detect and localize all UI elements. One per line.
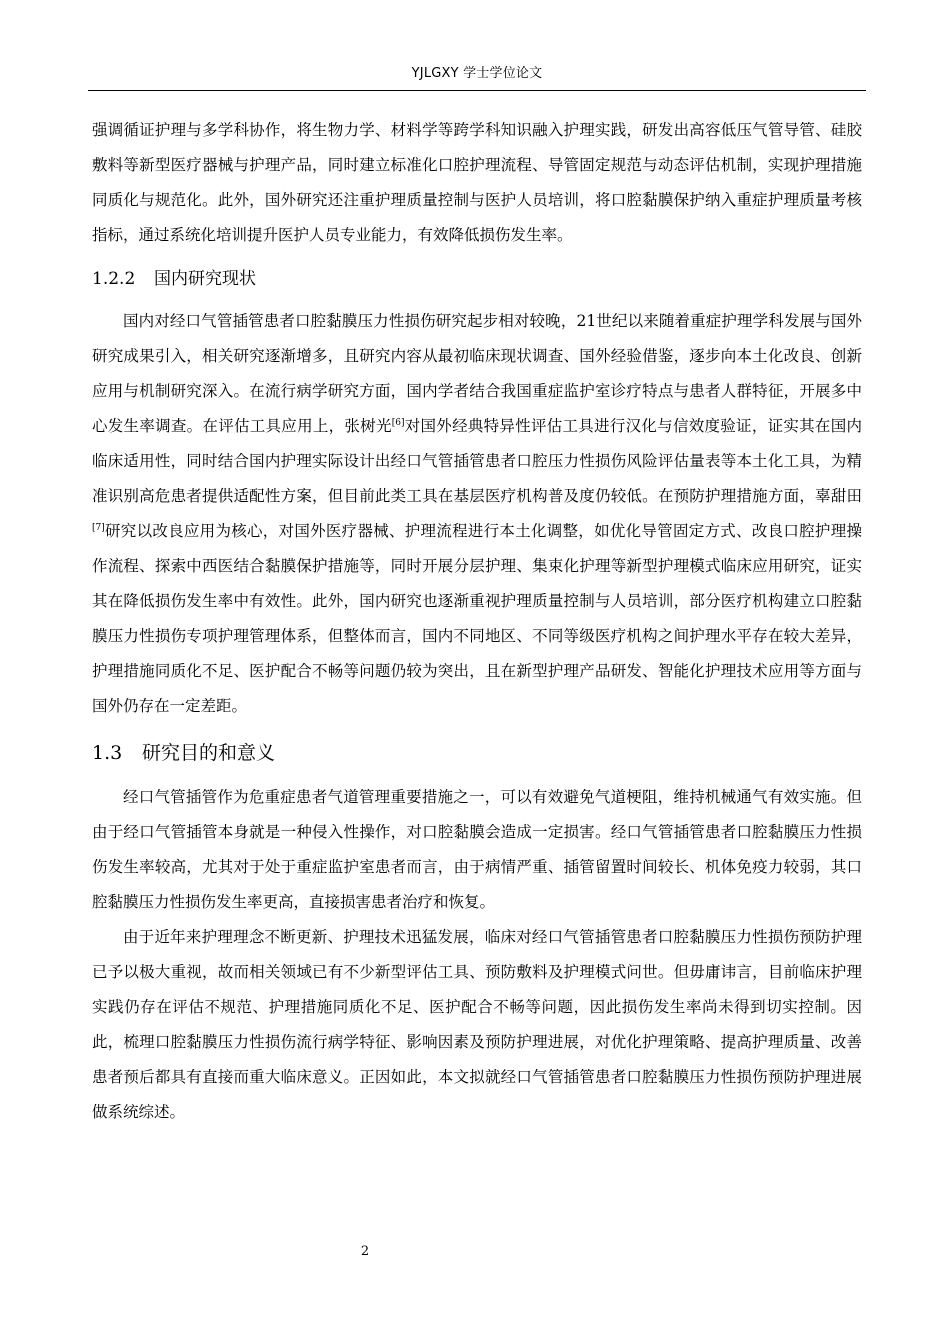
section-number: 1.2.2 xyxy=(92,269,136,289)
paragraph-continued: 强调循证护理与多学科协作，将生物力学、材料学等跨学科知识融入护理实践，研发出高容低压气管导管、硅胶敷料等新型医疗器械与护理产品，同时建立标准化口腔护理流程、导管固定规范与动态评估机制，实现护理措施同质化与规范化。此外，国外研究还注重护理质量控制与医护人员培训，将口腔黏膜保护纳入重症护理质量考核指标，通过系统化培训提升医护人员专业能力，有效降低损伤发生率。 xyxy=(92,121,862,244)
citation-ref-6[interactable]: [6] xyxy=(391,417,405,428)
page-number: 2 xyxy=(360,1244,370,1259)
page-body xyxy=(92,113,862,1130)
section-heading-1-2-2 xyxy=(92,264,862,294)
section-title: 国内研究现状 xyxy=(154,269,256,289)
paragraph-text: 对国外经典特异性评估工具进行汉化与信效度验证，证实其在国内临床适用性，同时结合国内护理实际设计出经口气管插管患者口腔压力性损伤风险评估量表等本土化工具，为精准识别高危患者提供适配性方案，但目前此类工具在基层医疗机构普及度仍较低。在预防护理措施方面，辜甜田 xyxy=(92,417,862,505)
paragraph-text: 研究以改良应用为核心，对国外医疗器械、护理流程进行本土化调整，如优化导管固定方式、改良口腔护理操作流程、探索中西医结合黏膜保护措施等，同时开展分层护理、集束化护理等新型护理模式临床应用研究，证实其在降低损伤发生率中有效性。此外，国内研究也逐渐重视护理质量控制与人员培训，部分医疗机构建立口腔黏膜压力性损伤专项护理管理体系，但整体而言，国内不同地区、不同等级医疗机构之间护理水平存在较大差异，护理措施同质化不足、医护配合不畅等问题仍较为突出，且在新型护理产品研发、智能化护理技术应用等方面与国外仍存在一定差距。 xyxy=(92,522,862,715)
paragraph-text: 国内对经口气管插管患者口腔黏膜压力性损伤研究起步相对较晚，21世纪以来随着重症护理学科发展与国外研究成果引入，相关研究逐渐增多，且研究内容从最初临床现状调查、国外经验借鉴，逐步向本土化改良、创新应用与机制研究深入。在流行病学研究方面，国内学者结合我国重症监护室诊疗特点与患者人群特征，开展多中心发生率调查。在评估工具应用上，张树光 xyxy=(92,312,862,435)
section-heading-1-3 xyxy=(92,737,862,769)
running-header: YJLGXY 学士学位论文 xyxy=(411,66,543,81)
paragraph-significance: 由于近年来护理理念不断更新、护理技术迅猛发展，临床对经口气管插管患者口腔黏膜压力性损伤预防护理已予以极大重视，故而相关领域已有不少新型评估工具、预防敷料及护理模式问世。但毋庸讳言，目前临床护理实践仍存在评估不规范、护理措施同质化不足、医护配合不畅等问题，因此损伤发生率尚未得到切实控制。因此，梳理口腔黏膜压力性损伤流行病学特征、影响因素及预防护理进展，对优化护理策略、提高护理质量、改善患者预后都具有直接而重大临床意义。正因如此，本文拟就经口气管插管患者口腔黏膜压力性损伤预防护理进展做系统综述。 xyxy=(92,928,862,1121)
header-rule xyxy=(88,90,866,91)
paragraph-domestic-research xyxy=(92,304,862,724)
section-title: 研究目的和意义 xyxy=(142,742,276,764)
paragraph-purpose: 经口气管插管作为危重症患者气道管理重要措施之一，可以有效避免气道梗阻，维持机械通气有效实施。但由于经口气管插管本身就是一种侵入性操作，对口腔黏膜会造成一定损害。经口气管插管患者口腔黏膜压力性损伤发生率较高，尤其对于处于重症监护室患者而言，由于病情严重、插管留置时间较长、机体免疫力较弱，其口腔黏膜压力性损伤发生率更高，直接损害患者治疗和恢复。 xyxy=(92,788,862,911)
section-number: 1.3 xyxy=(92,742,123,764)
citation-ref-7[interactable]: [7] xyxy=(92,522,105,533)
